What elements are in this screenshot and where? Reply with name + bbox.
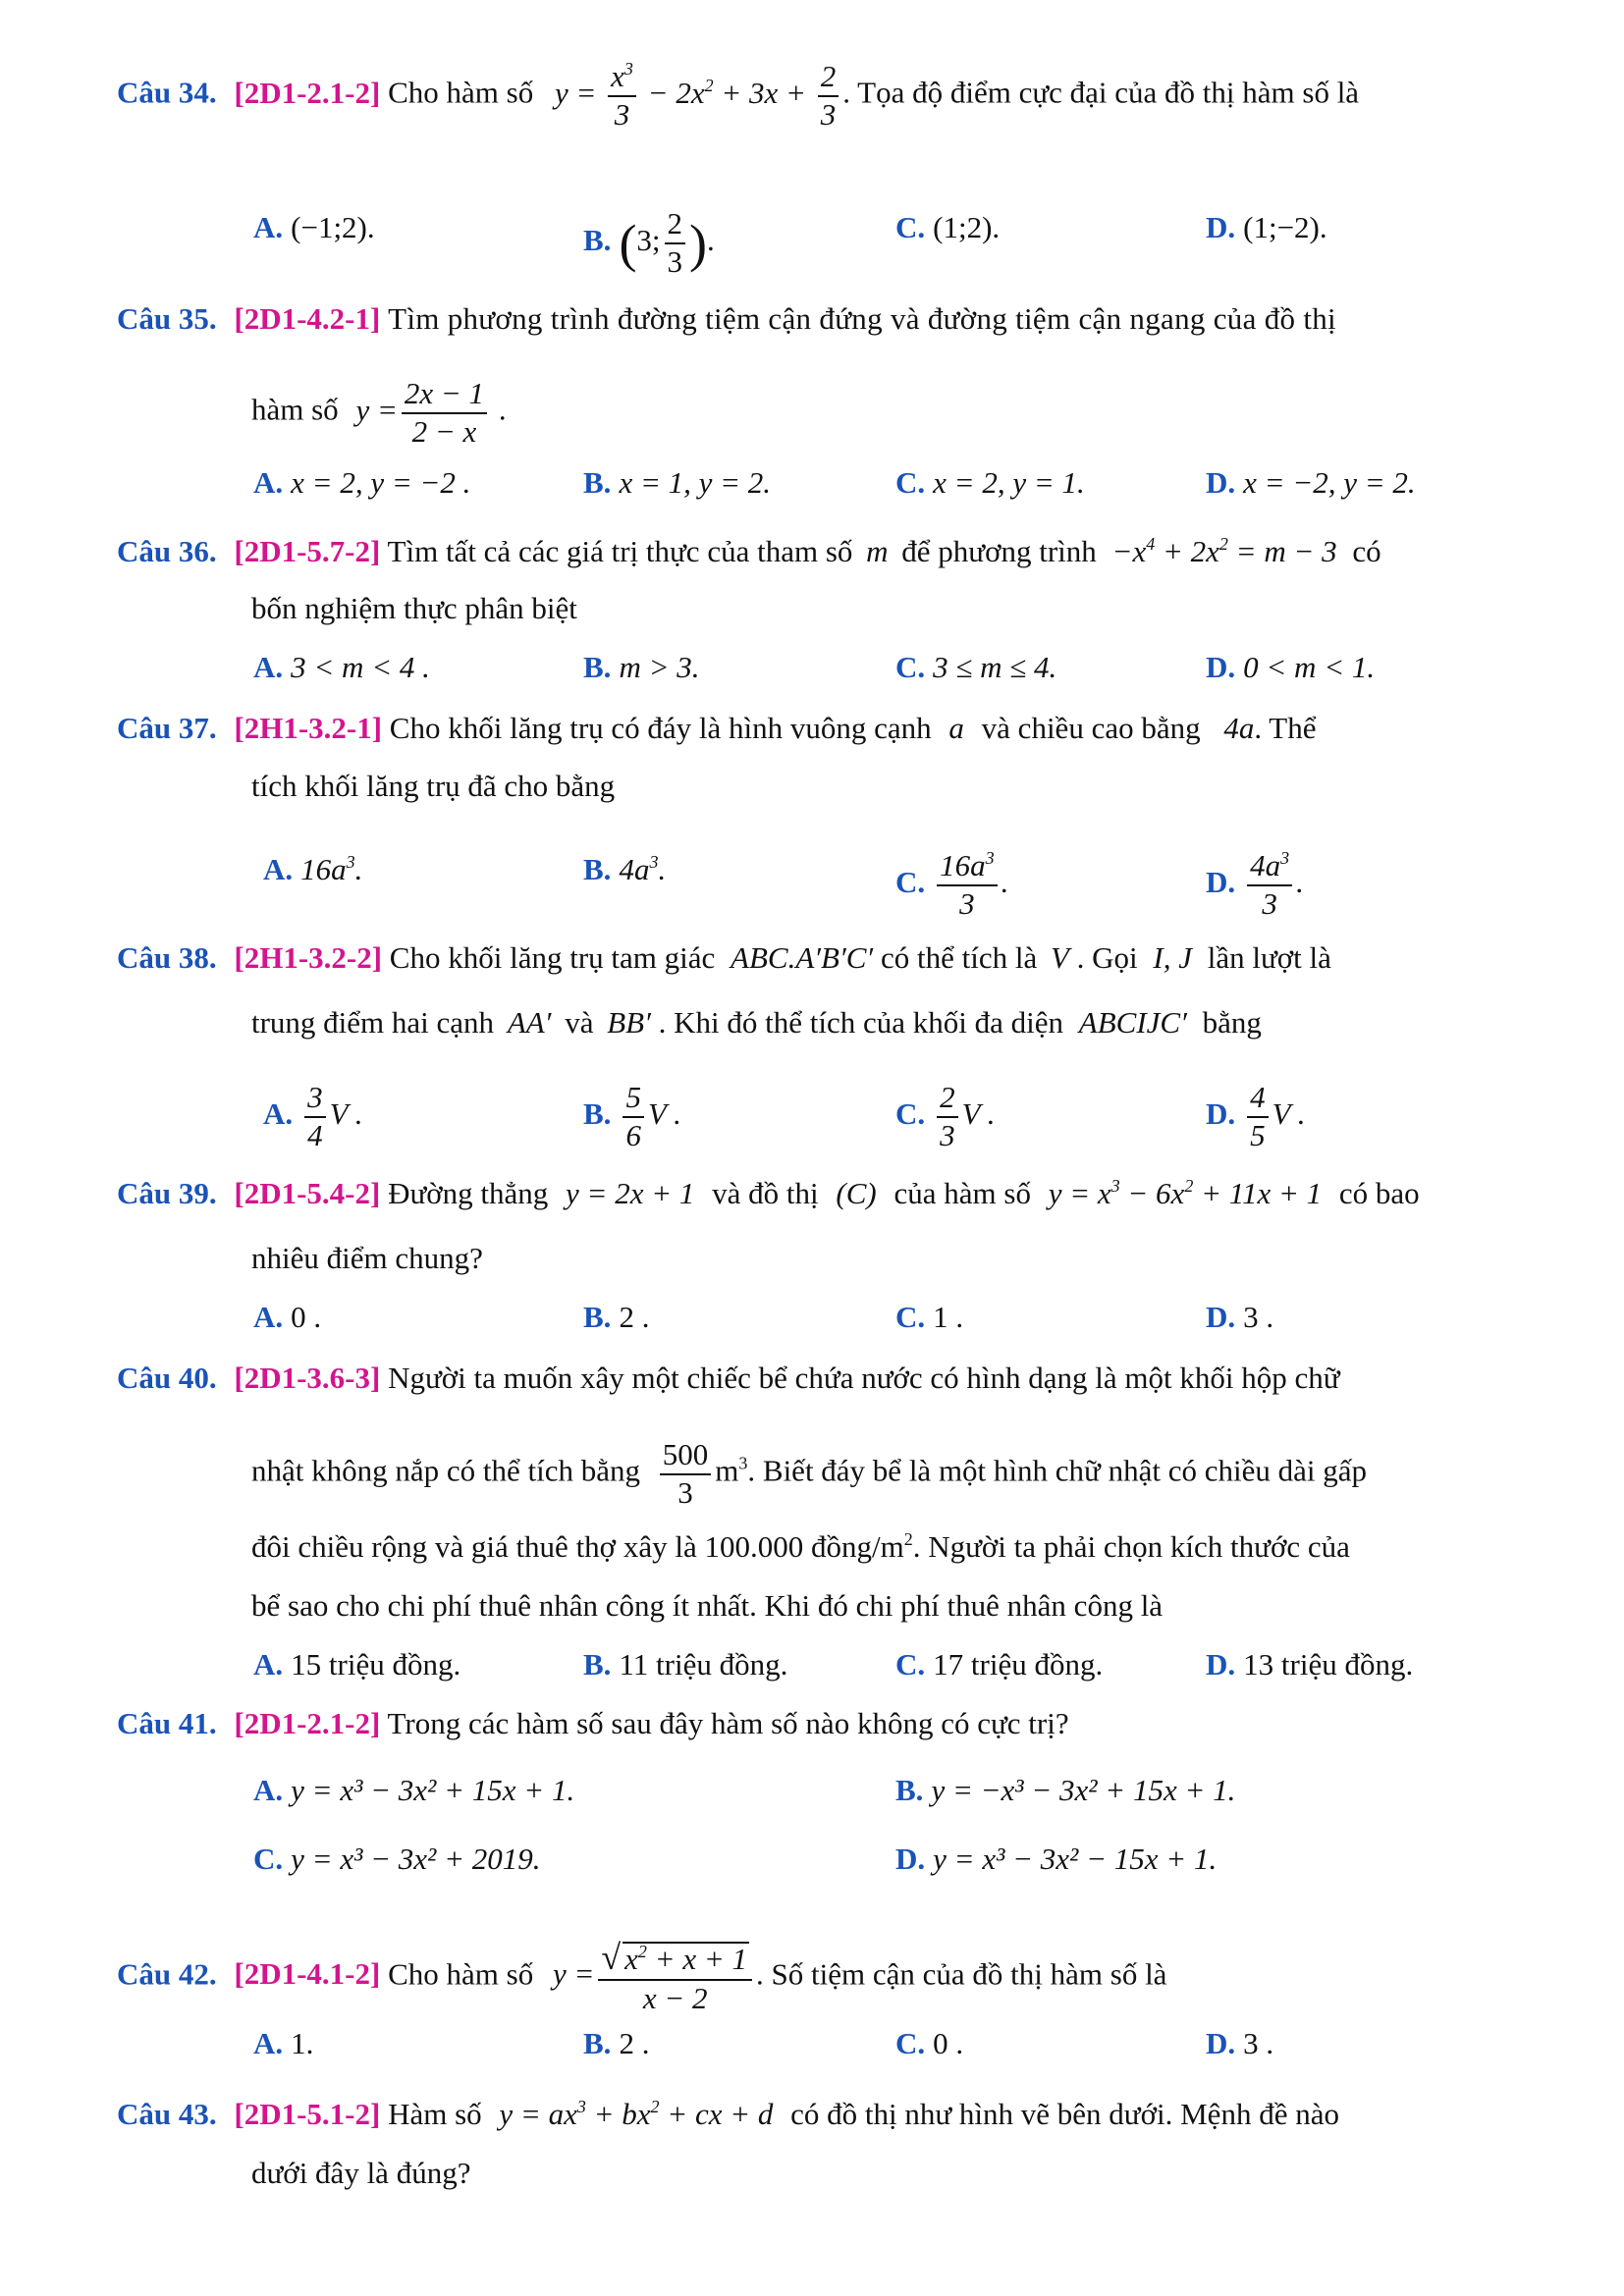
formula: y = $\frac{2x - 1}{2 - x}$ [355, 393, 491, 427]
option-letter: D. [1206, 1095, 1236, 1131]
option-b[interactable] [583, 1082, 681, 1151]
option-letter: D. [1206, 465, 1236, 500]
question-text: . Biết đáy bể là một hình chữ nhật có chiều dài gấp [747, 1453, 1367, 1488]
question-text: dưới đây là đúng? [251, 2156, 471, 2190]
question-text: bể sao cho chi phí thuê nhân công ít nhất. Khi đó chi phí thuê nhân công là [251, 1588, 1164, 1623]
option-a[interactable] [253, 1298, 321, 1337]
formula: y = $\frac{x^3}{3}$ − $2x^2 + 3x$ + $\frac{2}{3}$ [555, 76, 842, 110]
option-value: x = −2, y = 2. [1243, 465, 1416, 500]
option-b[interactable] [583, 2024, 649, 2063]
question-label: Câu 34. [117, 75, 217, 110]
question-text: có đồ thị như hình vẽ bên dưới. Mệnh đề nào [790, 2097, 1339, 2131]
question-text: trung điểm hai cạnh [251, 1005, 495, 1040]
question-text: Cho hàm số [388, 75, 534, 110]
question-tag: [2D1-2.1-2] [234, 1706, 381, 1740]
option-c[interactable] [895, 463, 1085, 503]
question-label: Câu 42. [117, 1956, 217, 1992]
option-b[interactable] [583, 648, 700, 687]
question-text: có [1352, 534, 1381, 568]
question-36-line-1: Câu 36. [2D1-5.7-2] Tìm tất cả các giá trị thực của tham số m để phương trình $-x^4 + 2x^2 = m - 3$ có [117, 534, 1381, 568]
option-letter: A. [263, 852, 294, 886]
option-value: x = 2, y = −2 . [291, 465, 471, 500]
option-value: y = x³ − 3x² + 2019. [291, 1842, 541, 1876]
option-value: 15 triệu đồng. [291, 1647, 461, 1682]
option-a[interactable] [253, 463, 470, 503]
option-letter: C. [895, 210, 926, 244]
option-letter: B. [583, 1300, 612, 1334]
option-value: 1 . [933, 1300, 964, 1334]
option-letter: D. [895, 1842, 926, 1876]
option-value: 0 < m < 1. [1243, 650, 1376, 684]
question-40-line-2: nhật không nắp có thể tích bằng $\frac{500}{3}$ $m^3$. Biết đáy bể là một hình chữ nhật có chiều dài gấp [251, 1437, 1367, 1510]
option-value: 13 triệu đồng. [1243, 1647, 1414, 1682]
question-38-line-2: trung điểm hai cạnh AA′ và BB′ . Khi đó thể tích của khối đa diện ABCIJC′ bằng [251, 1005, 1262, 1040]
question-tag: [2H1-3.2-2] [234, 940, 383, 975]
option-letter: B. [583, 2026, 612, 2060]
question-text: . Số tiệm cận của đồ thị hàm số là [756, 1956, 1167, 1992]
option-a[interactable] [253, 1645, 460, 1684]
question-39-line-1: Câu 39. [2D1-5.4-2] Đường thẳng y = 2x + 1 và đồ thị (C) của hàm số $y = x^3 - 6x^2 + 11x + 1$ có bao [117, 1176, 1420, 1210]
question-text: Hàm số [388, 2097, 482, 2131]
option-a[interactable] [263, 850, 362, 889]
option-letter: D. [1206, 650, 1236, 684]
question-text: của hàm số [893, 1176, 1031, 1210]
question-text: để phương trình [901, 534, 1097, 568]
option-b[interactable] [583, 208, 715, 278]
question-tag: [2D1-5.4-2] [234, 1176, 381, 1210]
option-value: $\frac{4a^3}{3}$ . [1243, 865, 1304, 899]
question-text: Cho hàm số [388, 1956, 534, 1992]
option-value: 2 . [619, 2026, 650, 2060]
option-c[interactable] [895, 648, 1056, 687]
option-value: $16a^3$. [300, 852, 363, 886]
question-label: Câu 35. [117, 301, 217, 336]
option-letter: D. [1206, 864, 1236, 899]
option-c[interactable] [895, 1298, 963, 1337]
option-value: 3 ≤ m ≤ 4. [933, 650, 1057, 684]
question-text: và chiều cao bằng [981, 711, 1201, 745]
question-43-line-2 [251, 2154, 470, 2193]
question-42-line-1 [117, 1940, 1166, 2014]
option-letter: A. [253, 1773, 284, 1807]
option-c[interactable] [895, 2024, 963, 2063]
option-letter: D. [1206, 210, 1236, 244]
option-b[interactable] [583, 1645, 787, 1684]
question-tag: [2D1-2.1-2] [234, 75, 381, 110]
question-text: . Người ta phải chọn kích thước của [912, 1529, 1350, 1564]
question-40-line-4 [251, 1586, 1163, 1626]
question-tag: [2D1-5.7-2] [234, 534, 381, 568]
option-c[interactable] [895, 850, 1008, 920]
option-letter: D. [1206, 1647, 1236, 1682]
option-b[interactable] [583, 463, 771, 503]
question-text: Cho khối lăng trụ tam giác [389, 940, 716, 975]
question-35-line-2: hàm số y = $\frac{2x - 1}{2 - x}$ . [251, 376, 507, 449]
option-value: $\frac{16a^3}{3}$ . [933, 865, 1008, 899]
question-label: Câu 38. [117, 940, 217, 975]
question-text: bằng [1202, 1005, 1262, 1040]
option-value: (−1;2). [291, 210, 375, 244]
option-letter: B. [583, 1095, 612, 1131]
question-tag: [2D1-4.1-2] [234, 1956, 381, 1992]
option-letter: B. [583, 222, 612, 257]
option-value: $\frac{5}{6}$ V . [619, 1096, 680, 1131]
question-label: Câu 37. [117, 711, 217, 745]
question-text: nhiêu điểm chung? [251, 1241, 483, 1275]
option-letter: B. [583, 852, 612, 886]
option-letter: C. [895, 1095, 926, 1131]
question-text: . Gọi [1076, 940, 1138, 975]
option-d[interactable] [1206, 850, 1304, 920]
option-letter: B. [895, 1773, 924, 1807]
option-letter: C. [895, 1300, 926, 1334]
option-letter: A. [253, 1300, 284, 1334]
option-letter: A. [253, 210, 284, 244]
option-d[interactable] [1206, 1645, 1413, 1684]
question-text: . Tọa độ điểm cực đại của đồ thị hàm số là [842, 75, 1360, 110]
option-letter: C. [895, 2026, 926, 2060]
option-value: 11 triệu đồng. [619, 1647, 788, 1682]
option-c[interactable] [895, 1645, 1103, 1684]
question-text: có thể tích là [880, 940, 1038, 975]
option-d[interactable] [1206, 463, 1416, 503]
question-40-line-1 [117, 1359, 1340, 1398]
option-b[interactable] [583, 1298, 649, 1337]
option-value: 3 . [1243, 2026, 1274, 2060]
question-text: và đồ thị [712, 1176, 819, 1210]
option-a[interactable] [263, 1082, 363, 1151]
option-value: 2 . [619, 1300, 650, 1334]
option-c[interactable] [253, 1840, 541, 1879]
option-value: 17 triệu đồng. [933, 1647, 1104, 1682]
option-value: m > 3. [619, 650, 700, 684]
question-38-line-1: Câu 38. [2H1-3.2-2] Cho khối lăng trụ tam giác ABC.A′B′C′ có thể tích là V . Gọi I, J lần lượt là [117, 940, 1331, 975]
question-tag: [2D1-5.1-2] [234, 2097, 381, 2131]
question-label: Câu 40. [117, 1361, 217, 1395]
option-value: (1;2). [933, 210, 1001, 244]
option-c[interactable] [895, 208, 1000, 247]
option-b[interactable] [895, 1771, 1235, 1810]
option-a[interactable] [253, 1771, 574, 1810]
option-d[interactable] [1206, 2024, 1273, 2063]
option-letter: A. [263, 1095, 294, 1131]
option-value: 0 . [291, 1300, 322, 1334]
question-35-line-1 [117, 299, 1336, 339]
question-text: . Thể [1254, 711, 1317, 745]
question-tag: [2D1-4.2-1] [234, 301, 381, 336]
option-letter: A. [253, 2026, 284, 2060]
option-value: (3; $\frac{2}{3}$ ). [619, 206, 715, 279]
option-a[interactable] [253, 2024, 313, 2063]
question-label: Câu 41. [117, 1706, 217, 1740]
option-letter: C. [253, 1842, 284, 1876]
option-d[interactable] [895, 1840, 1217, 1879]
option-d[interactable] [1206, 1298, 1273, 1337]
option-value: (1;−2). [1243, 210, 1327, 244]
question-37-line-2 [251, 767, 615, 806]
option-letter: D. [1206, 1300, 1236, 1334]
option-value: $\frac{3}{4}$ V . [300, 1096, 362, 1131]
question-text: bốn nghiệm thực phân biệt [251, 591, 577, 625]
question-40-line-3: đôi chiều rộng và giá thuê thợ xây là 100.000 đồng/$m^2$. Người ta phải chọn kích thước của [251, 1529, 1350, 1564]
question-tag: [2H1-3.2-1] [234, 711, 383, 745]
question-text: Đường thẳng [388, 1176, 549, 1210]
option-value: x = 1, y = 2. [619, 465, 772, 500]
question-text: hàm số [251, 392, 339, 427]
option-letter: C. [895, 1647, 926, 1682]
option-letter: B. [583, 650, 612, 684]
question-36-line-2 [251, 589, 577, 628]
question-43-line-1: Câu 43. [2D1-5.1-2] Hàm số $y = ax^3 + bx^2$ + cx + d có đồ thị như hình vẽ bên dưới. Mệnh đề nào [117, 2097, 1339, 2131]
option-letter: A. [253, 1647, 284, 1682]
option-letter: A. [253, 650, 284, 684]
option-value: y = x³ − 3x² + 15x + 1. [291, 1773, 575, 1807]
question-text: Người ta muốn xây một chiếc bể chứa nước có hình dạng là một khối hộp chữ [388, 1361, 1340, 1395]
question-text: Trong các hàm số sau đây hàm số nào không có cực trị? [387, 1706, 1069, 1740]
question-label: Câu 43. [117, 2097, 217, 2131]
option-a[interactable] [253, 648, 430, 687]
question-text: nhật không nắp có thể tích bằng [251, 1453, 641, 1488]
question-41-line-1 [117, 1704, 1069, 1743]
option-value: 3 . [1243, 1300, 1274, 1334]
option-d[interactable] [1206, 648, 1375, 687]
question-text: . Khi đó thể tích của khối đa diện [658, 1005, 1064, 1040]
option-c[interactable] [895, 1082, 996, 1151]
option-value: y = x³ − 3x² − 15x + 1. [933, 1842, 1218, 1876]
question-label: Câu 39. [117, 1176, 217, 1210]
question-label: Câu 36. [117, 534, 217, 568]
option-letter: B. [583, 465, 612, 500]
question-text: có bao [1338, 1176, 1420, 1210]
question-text: và [565, 1005, 594, 1040]
question-text: tích khối lăng trụ đã cho bằng [251, 769, 616, 803]
question-34-line-1 [117, 61, 1359, 131]
option-value: $\frac{4}{5}$ V . [1243, 1096, 1305, 1131]
option-value: y = −x³ − 3x² + 15x + 1. [931, 1773, 1236, 1807]
question-37-line-1: Câu 37. [2H1-3.2-1] Cho khối lăng trụ có đáy là hình vuông cạnh a và chiều cao bằng 4a. Thể [117, 711, 1317, 745]
question-text: đôi chiều rộng và giá thuê thợ xây là 100.000 đồng/ [251, 1529, 881, 1564]
option-d[interactable] [1206, 1082, 1306, 1151]
option-value: x = 2, y = 1. [933, 465, 1085, 500]
option-d[interactable] [1206, 208, 1327, 247]
question-text: Cho khối lăng trụ có đáy là hình vuông cạnh [389, 711, 932, 745]
question-text: Tìm tất cả các giá trị thực của tham số [387, 534, 853, 568]
option-letter: B. [583, 1647, 612, 1682]
option-letter: A. [253, 465, 284, 500]
option-letter: C. [895, 650, 926, 684]
option-a[interactable] [253, 208, 375, 247]
option-value: $\frac{2}{3}$ V . [933, 1096, 995, 1131]
question-text: Tìm phương trình đường tiệm cận đứng và đường tiệm cận ngang của đồ thị [388, 301, 1336, 336]
option-value: $4a^3$. [619, 852, 667, 886]
option-letter: C. [895, 864, 926, 899]
option-letter: C. [895, 465, 926, 500]
option-value: 0 . [933, 2026, 964, 2060]
option-b[interactable] [583, 850, 666, 889]
question-39-line-2 [251, 1239, 483, 1278]
question-tag: [2D1-3.6-3] [234, 1361, 381, 1395]
option-value: 1. [291, 2026, 314, 2060]
option-value: 3 < m < 4 . [291, 650, 430, 684]
formula: y = $\frac{√ x^2 + x + 1}{x - 2}$ [553, 1956, 756, 1991]
option-letter: D. [1206, 2026, 1236, 2060]
formula: $-x^4 + 2x^2 = m - 3$ [1111, 534, 1337, 568]
question-text: lần lượt là [1207, 940, 1331, 975]
